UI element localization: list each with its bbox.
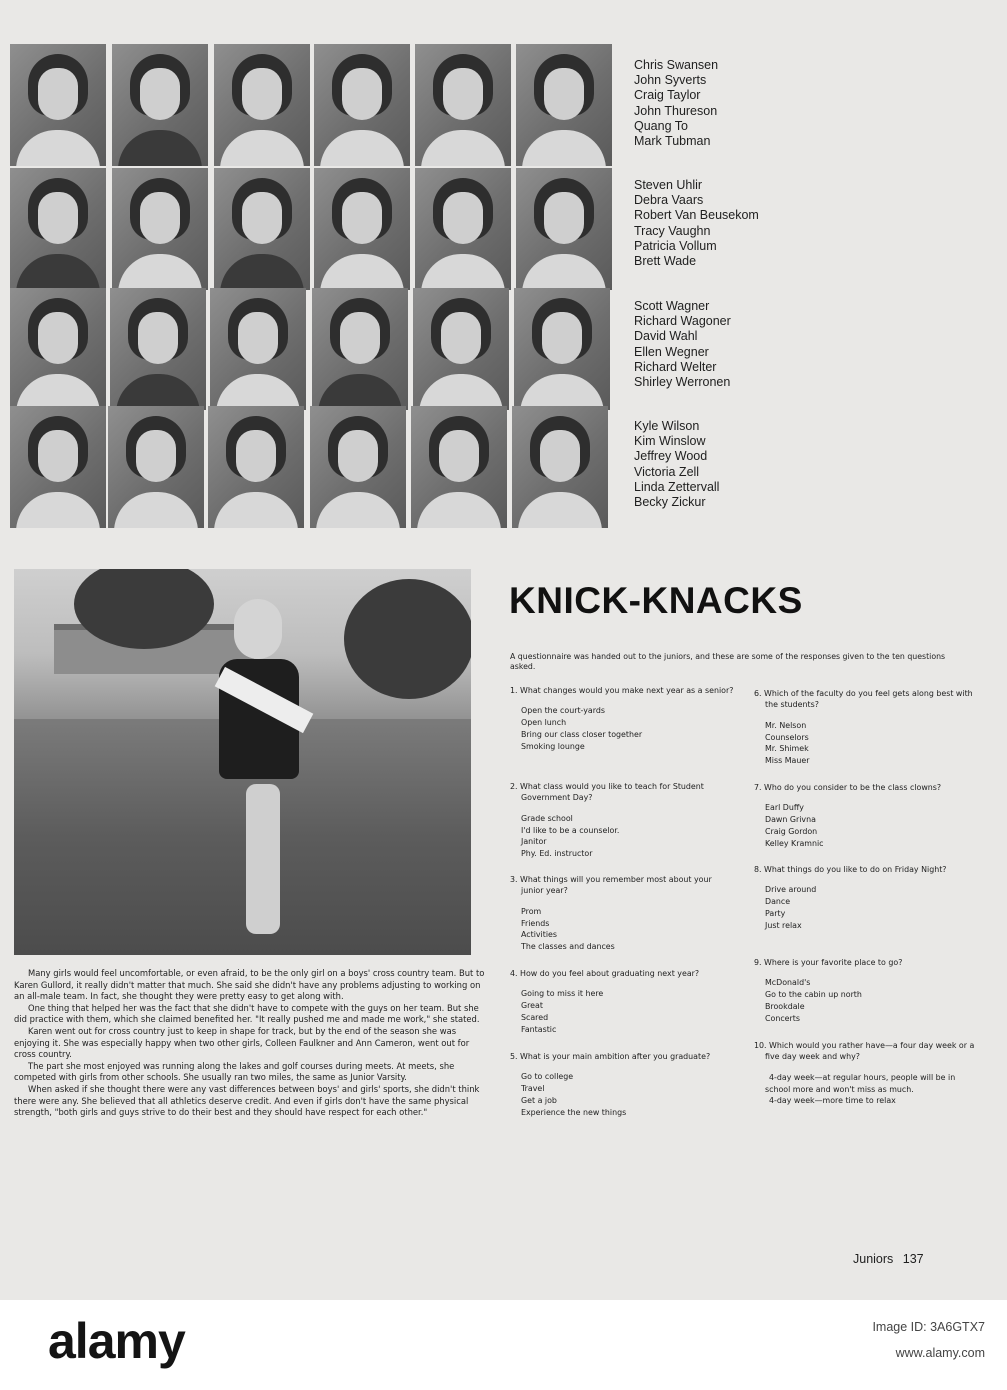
answer-list bbox=[754, 720, 974, 768]
portrait-row-2 bbox=[10, 168, 610, 290]
tree-shape bbox=[344, 579, 471, 699]
answer: Smoking lounge bbox=[521, 742, 585, 752]
question-text: 10. Which would you rather have—a four day week or a five day week and why? bbox=[754, 1041, 975, 1062]
portrait bbox=[516, 168, 612, 290]
answer: Mr. Nelson bbox=[765, 720, 807, 730]
question-text: 8. What things do you like to do on Friday Night? bbox=[754, 865, 947, 874]
page-footer bbox=[853, 1252, 930, 1266]
question-4 bbox=[510, 968, 735, 1036]
article-paragraph: Many girls would feel uncomfortable, or even afraid, to be the only girl on a boys' cross country team. But to Karen Gullord, it really didn't matter that much. She said she didn't have any problems adjusting to working on an all-male team. In fact, she thought they were pretty easy to get along with. bbox=[14, 968, 485, 1002]
image-id: Image ID: 3A6GTX7 bbox=[872, 1320, 985, 1334]
student-name: Quang To bbox=[634, 118, 688, 133]
portrait bbox=[516, 44, 612, 166]
student-name: Kyle Wilson bbox=[634, 419, 700, 433]
article-paragraph: Karen went out for cross country just to keep in shape for track, but by the end of the season she was enjoying it. She was especially happy when two other girls, Colleen Faulkner and Ann Cameron, went out for cross country. bbox=[14, 1025, 470, 1060]
question-3 bbox=[510, 874, 735, 953]
answer: Friends bbox=[521, 918, 550, 928]
student-name: Mark Tubman bbox=[634, 134, 711, 149]
student-name: Victoria Zell bbox=[634, 464, 700, 479]
questionnaire-intro: A questionnaire was handed out to the juniors, and these are some of the responses given to the ten questions asked. bbox=[510, 652, 946, 671]
answer: Travel bbox=[521, 1084, 545, 1094]
answer-list bbox=[510, 1071, 735, 1119]
answer: Prom bbox=[521, 906, 542, 916]
answer: The classes and dances bbox=[521, 942, 615, 952]
portrait bbox=[10, 168, 106, 290]
portrait bbox=[415, 168, 511, 290]
answer: Dawn Grivna bbox=[765, 815, 816, 825]
portrait bbox=[415, 44, 511, 166]
question-text: 9. Where is your favorite place to go? bbox=[754, 958, 903, 967]
runner-head bbox=[234, 599, 282, 659]
student-name: Craig Taylor bbox=[634, 88, 701, 103]
answer: Just relax bbox=[765, 921, 802, 931]
answer: Open the court-yards bbox=[521, 706, 605, 716]
student-name: Shirley Werronen bbox=[634, 375, 731, 390]
answer: Miss Mauer bbox=[765, 756, 810, 766]
question-text: 1. What changes would you make next year as a senior? bbox=[510, 686, 734, 695]
portrait bbox=[214, 44, 310, 166]
answer: I'd like to be a counselor. bbox=[521, 825, 620, 835]
question-5 bbox=[510, 1051, 735, 1119]
answer: Experience the new things bbox=[521, 1108, 627, 1118]
portrait bbox=[411, 406, 507, 528]
student-name: David Wahl bbox=[634, 329, 698, 344]
student-name: John Syverts bbox=[634, 73, 707, 88]
student-name: Patricia Vollum bbox=[634, 238, 717, 253]
student-name: Linda Zettervall bbox=[634, 479, 720, 494]
question-8 bbox=[754, 864, 974, 932]
answer: Open lunch bbox=[521, 718, 567, 728]
question-7 bbox=[754, 782, 974, 850]
portrait bbox=[312, 288, 408, 410]
answer: Go to the cabin up north bbox=[765, 990, 862, 1000]
name-list-row-3 bbox=[634, 299, 731, 390]
answer: 4-day week—more time to relax bbox=[769, 1096, 896, 1106]
answer-list bbox=[510, 813, 735, 861]
answer: Craig Gordon bbox=[765, 827, 818, 837]
portrait bbox=[512, 406, 608, 528]
answer: Go to college bbox=[521, 1072, 574, 1082]
portrait bbox=[110, 288, 206, 410]
answer: Dance bbox=[765, 897, 791, 907]
student-name: Richard Welter bbox=[634, 359, 717, 374]
student-name: Steven Uhlir bbox=[634, 178, 703, 192]
student-name: Kim Winslow bbox=[634, 434, 706, 449]
question-9 bbox=[754, 957, 974, 1025]
question-text: 3. What things will you remember most about your junior year? bbox=[510, 875, 712, 896]
answer: Drive around bbox=[765, 885, 817, 895]
portrait bbox=[314, 44, 410, 166]
question-text: 5. What is your main ambition after you graduate? bbox=[510, 1052, 711, 1061]
answer: Earl Duffy bbox=[765, 803, 804, 813]
portrait bbox=[314, 168, 410, 290]
section-name: Juniors bbox=[853, 1252, 894, 1266]
article-paragraph: One thing that helped her was the fact that she didn't have to compete with the guys on her team. But she did practice with them, which she claimed benefited her. "It really pushed me and made me work," she stated. bbox=[14, 1002, 480, 1025]
answer: McDonald's bbox=[765, 978, 811, 988]
runner-legs bbox=[246, 784, 280, 934]
answer: Going to miss it here bbox=[521, 989, 604, 999]
student-name: Brett Wade bbox=[634, 254, 697, 269]
answer-list bbox=[510, 906, 735, 954]
question-10 bbox=[754, 1040, 979, 1107]
question-2 bbox=[510, 781, 735, 860]
answer: Great bbox=[521, 1001, 543, 1011]
portrait bbox=[210, 288, 306, 410]
portrait bbox=[413, 288, 509, 410]
portrait-row-3 bbox=[10, 288, 610, 410]
answer: Party bbox=[765, 909, 786, 919]
answer: Phy. Ed. instructor bbox=[521, 849, 593, 859]
knick-knacks-title: KNICK-KNACKS bbox=[509, 580, 803, 621]
portrait bbox=[310, 406, 406, 528]
student-name: Richard Wagoner bbox=[634, 314, 731, 329]
question-text: 7. Who do you consider to be the class clowns? bbox=[754, 783, 942, 792]
portrait bbox=[514, 288, 610, 410]
student-name: Chris Swansen bbox=[634, 58, 719, 72]
answer: Grade school bbox=[521, 813, 573, 823]
student-name: Debra Vaars bbox=[634, 193, 704, 208]
answer: Janitor bbox=[521, 837, 547, 847]
name-list-row-2 bbox=[634, 178, 759, 269]
question-6 bbox=[754, 688, 974, 767]
student-name: Jeffrey Wood bbox=[634, 449, 708, 464]
answer: Get a job bbox=[521, 1096, 557, 1106]
answer: Activities bbox=[521, 930, 557, 940]
student-name: Robert Van Beusekom bbox=[634, 208, 759, 223]
portrait bbox=[10, 288, 106, 410]
question-text: 2. What class would you like to teach for Student Government Day? bbox=[510, 782, 704, 803]
article-paragraph: The part she most enjoyed was running along the lakes and golf courses during meets. At meets, she competed with girls from other schools. She usually ran two miles, the same as Junior Varsity. bbox=[14, 1060, 455, 1083]
portrait-row-4 bbox=[10, 406, 610, 528]
question-1 bbox=[510, 685, 735, 753]
name-list-row-1 bbox=[634, 58, 718, 149]
runner-photo bbox=[14, 569, 471, 955]
answer: Fantastic bbox=[521, 1025, 557, 1035]
portrait bbox=[112, 168, 208, 290]
cross-country-article bbox=[14, 968, 486, 1119]
student-name: Scott Wagner bbox=[634, 299, 710, 313]
student-name: Tracy Vaughn bbox=[634, 223, 711, 238]
answer-list bbox=[510, 988, 735, 1036]
answer: Mr. Shimek bbox=[765, 744, 809, 754]
answer: Brookdale bbox=[765, 1002, 805, 1012]
answer: Kelley Kramnic bbox=[765, 839, 824, 849]
portrait bbox=[112, 44, 208, 166]
question-text: 4. How do you feel about graduating next year? bbox=[510, 969, 700, 978]
answer-list bbox=[754, 802, 974, 850]
student-name: Becky Zickur bbox=[634, 495, 706, 510]
question-text: 6. Which of the faculty do you feel gets along best with the students? bbox=[754, 689, 973, 710]
answer: Bring our class closer together bbox=[521, 730, 643, 740]
student-name: Ellen Wegner bbox=[634, 344, 709, 359]
page-number: 137 bbox=[902, 1252, 924, 1266]
website-url: www.alamy.com bbox=[895, 1346, 985, 1360]
answer-list bbox=[754, 884, 974, 932]
article-paragraph: When asked if she thought there were any vast differences between boys' and girls' sports, she didn't think there were any. She believed that all athletics deserve credit. And even if girls don't have the same physical strength, "both girls and guys strive to do their best and they should have respect for each other." bbox=[14, 1083, 480, 1118]
answer-list bbox=[754, 977, 974, 1025]
portrait bbox=[108, 406, 204, 528]
name-list-row-4 bbox=[634, 419, 719, 510]
alamy-logo: alamy bbox=[48, 1313, 185, 1369]
answer-list bbox=[754, 1072, 979, 1108]
portrait bbox=[214, 168, 310, 290]
student-name: John Thureson bbox=[634, 103, 718, 118]
answer: Concerts bbox=[765, 1014, 800, 1024]
answer: 4-day week—at regular hours, people will be in school more and won't miss as much. bbox=[765, 1072, 956, 1094]
answer: Scared bbox=[521, 1013, 549, 1023]
portrait bbox=[10, 44, 106, 166]
answer: Counselors bbox=[765, 732, 809, 742]
portrait bbox=[10, 406, 106, 528]
answer-list bbox=[510, 705, 735, 753]
portrait-row-1 bbox=[10, 44, 610, 166]
portrait bbox=[208, 406, 304, 528]
